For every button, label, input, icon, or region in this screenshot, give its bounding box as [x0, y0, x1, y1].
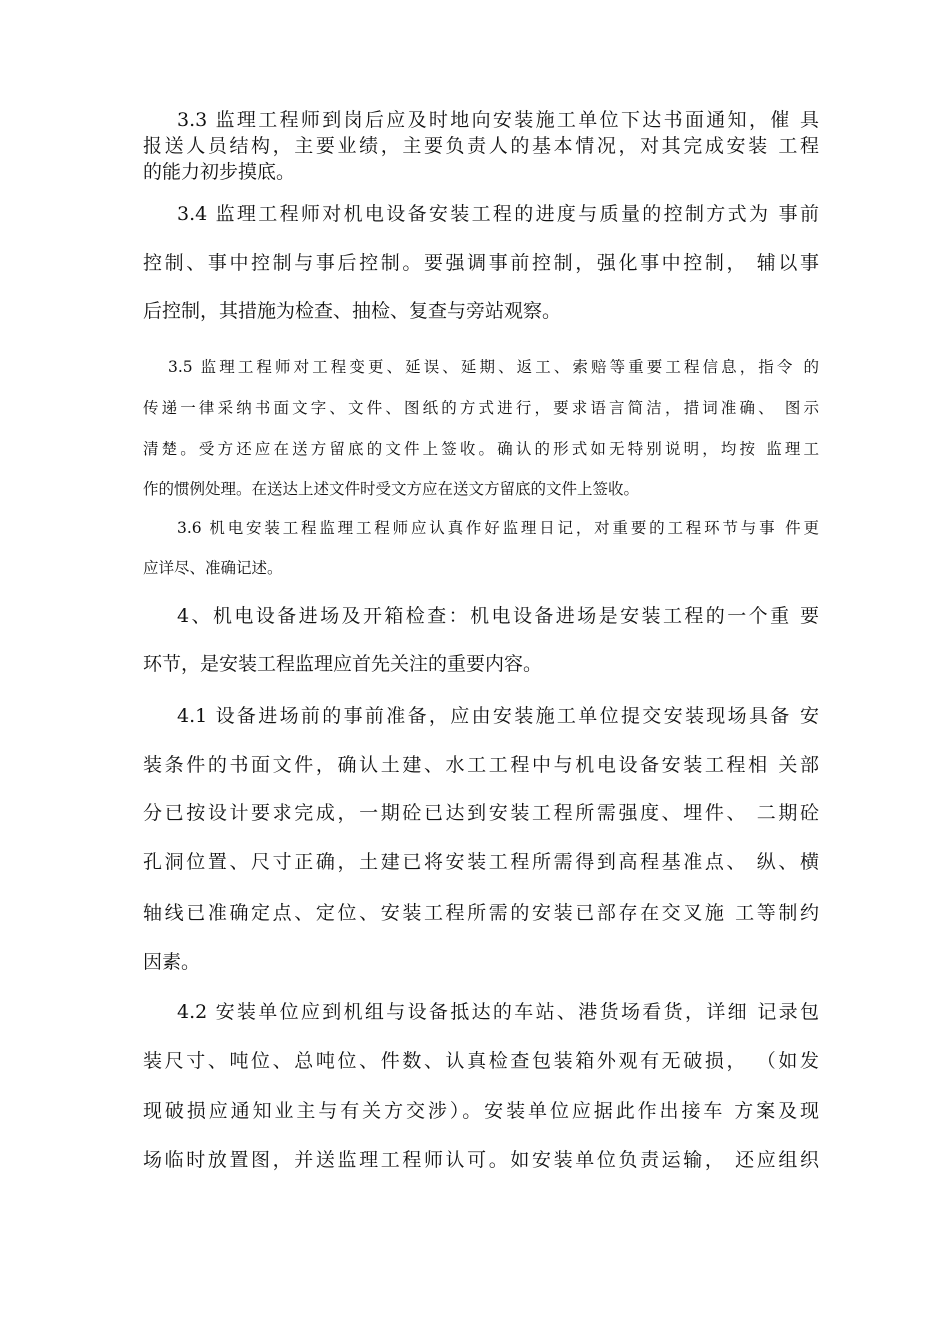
paragraph-4-line-2: 环节，是安装工程监理应首先关注的重要内容。 — [143, 653, 543, 675]
paragraph-3-5-line-3: 清楚。受方还应在送方留底的文件上签收。确认的形式如无特别说明，均按 监理工 — [143, 440, 819, 458]
paragraph-4-1-line-1: 4.1 设备进场前的事前准备，应由安装施工单位提交安装现场具备 安 — [177, 705, 819, 727]
paragraph-4-2-line-3: 现破损应通知业主与有关方交涉）。安装单位应据此作出接车 方案及现 — [143, 1100, 819, 1122]
paragraph-4-1-line-2: 装条件的书面文件，确认土建、水工工程中与机电设备安装工程相 关部 — [143, 754, 819, 776]
paragraph-3-5-line-4: 作的惯例处理。在送达上述文件时受文方应在送文方留底的文件上签收。 — [143, 480, 640, 498]
paragraph-3-6-line-1: 3.6 机电安装工程监理工程师应认真作好监理日记，对重要的工程环节与事 件更 — [177, 519, 819, 537]
paragraph-4-1-line-4: 孔洞位置、尺寸正确，土建已将安装工程所需得到高程基准点、 纵、横 — [143, 851, 819, 873]
paragraph-4-2-line-4: 场临时放置图，并送监理工程师认可。如安装单位负责运输， 还应组织 — [143, 1149, 819, 1171]
paragraph-3-3-line-3: 的能力初步摸底。 — [143, 161, 296, 183]
paragraph-4-1-line-3: 分已按设计要求完成，一期砼已达到安装工程所需强度、埋件、 二期砼 — [143, 802, 819, 824]
paragraph-4-1-line-6: 因素。 — [143, 951, 201, 973]
paragraph-3-4-line-3: 后控制，其措施为检查、抽检、复查与旁站观察。 — [143, 300, 562, 322]
paragraph-3-3-line-2: 报送人员结构，主要业绩，主要负责人的基本情况，对其完成安装 工程 — [143, 135, 819, 157]
paragraph-4-2-line-2: 装尺寸、吨位、总吨位、件数、认真检查包装箱外观有无破损， （如发 — [143, 1050, 819, 1072]
paragraph-3-4-line-2: 控制、事中控制与事后控制。要强调事前控制，强化事中控制， 辅以事 — [143, 252, 819, 274]
paragraph-4-1-line-5: 轴线已准确定点、定位、安装工程所需的安装已部存在交叉施 工等制约 — [143, 902, 819, 924]
paragraph-3-4-line-1: 3.4 监理工程师对机电设备安装工程的进度与质量的控制方式为 事前 — [177, 203, 819, 225]
paragraph-4-2-line-1: 4.2 安装单位应到机组与设备抵达的车站、港货场看货，详细 记录包 — [177, 1001, 819, 1023]
paragraph-3-3-line-1: 3.3 监理工程师到岗后应及时地向安装施工单位下达书面通知，催 具 — [177, 109, 819, 131]
paragraph-3-5-line-2: 传递一律采纳书面文字、文件、图纸的方式进行，要求语言简洁，措词准确、 图示 — [143, 399, 819, 417]
paragraph-3-6-line-2: 应详尽、准确记述。 — [143, 559, 283, 577]
paragraph-3-5-line-1: 3.5 监理工程师对工程变更、延误、延期、返工、索赔等重要工程信息，指令 的 — [168, 358, 819, 376]
paragraph-4-line-1: 4、机电设备进场及开箱检查：机电设备进场是安装工程的一个重 要 — [177, 605, 819, 627]
